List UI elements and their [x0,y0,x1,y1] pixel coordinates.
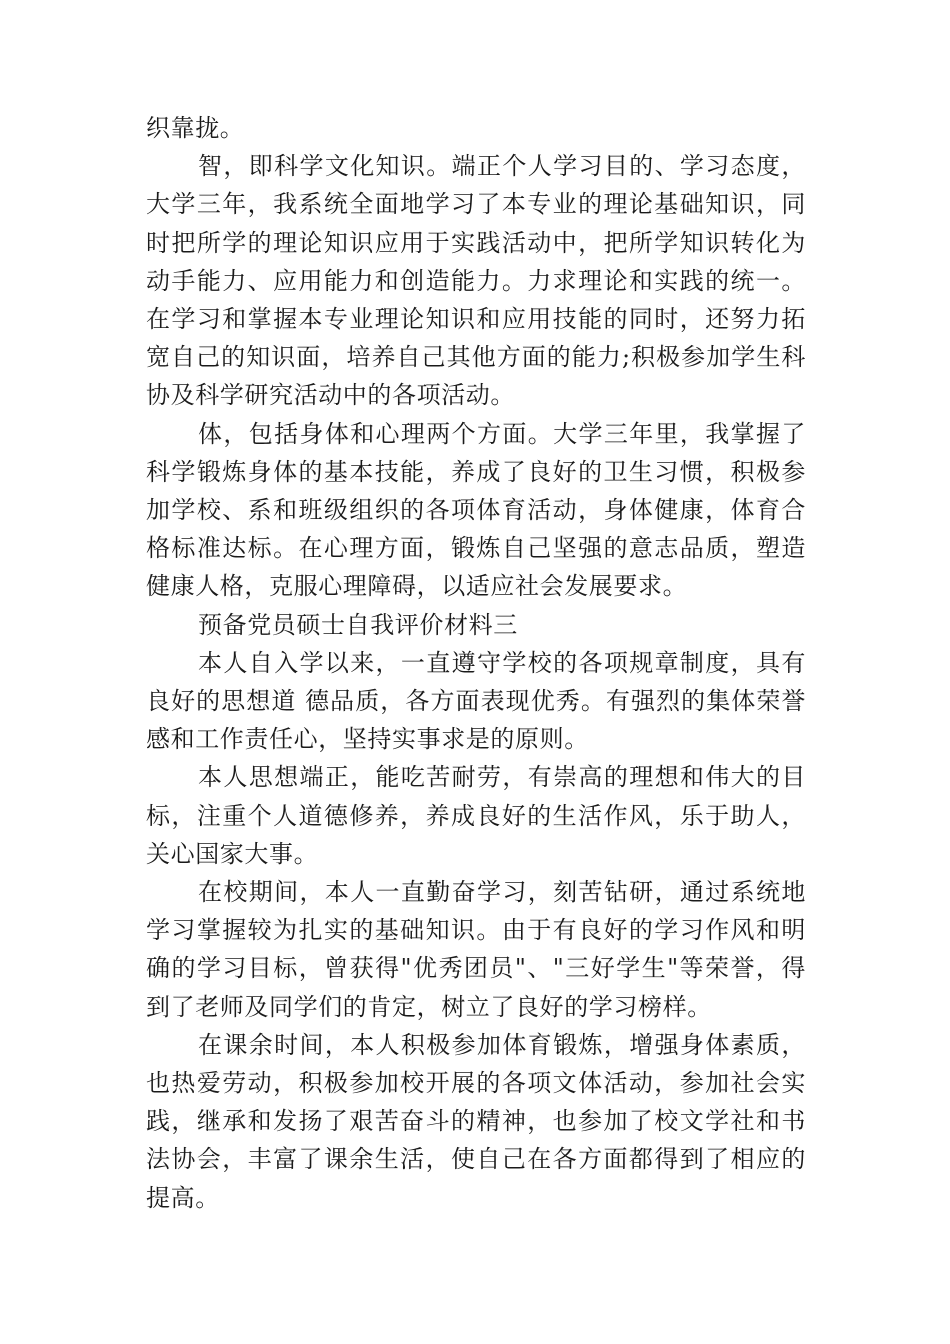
paragraph-extracurricular: 在课余时间，本人积极参加体育锻炼，增强身体素质，也热爱劳动，积极参加校开展的各项文体活动，参加社会实践，继承和发扬了艰苦奋斗的精神，也参加了校文学社和书法协会，丰富了课余生活，使自己在各方面都得到了相应的提高。 [146,1030,806,1212]
paragraph-conduct: 本人自入学以来，一直遵守学校的各项规章制度，具有良好的思想道 德品质，各方面表现优秀。有强烈的集体荣誉感和工作责任心，坚持实事求是的原则。 [146,648,806,754]
document-page [146,109,806,1217]
paragraph-thinking: 本人思想端正，能吃苦耐劳，有崇高的理想和伟大的目标，注重个人道德修养，养成良好的生活作风，乐于助人，关心国家大事。 [146,763,806,868]
section-heading: 预备党员硕士自我评价材料三 [198,610,518,639]
paragraph-intellect: 智，即科学文化知识。端正个人学习目的、学习态度，大学三年，我系统全面地学习了本专业的理论基础知识，同时把所学的理论知识应用于实践活动中，把所学知识转化为动手能力、应用能力和创造能力。力求理论和实践的统一。在学习和掌握本专业理论知识和应用技能的同时，还努力拓宽自己的知识面，培养自己其他方面的能力;积极参加学生科协及科学研究活动中的各项活动。 [146,152,806,410]
paragraph-physical: 体，包括身体和心理两个方面。大学三年里，我掌握了科学锻炼身体的基本技能，养成了良好的卫生习惯，积极参加学校、系和班级组织的各项体育活动，身体健康，体育合格标准达标。在心理方面，锻炼自己坚强的意志品质，塑造健康人格，克服心理障碍，以适应社会发展要求。 [146,419,806,601]
paragraph-study: 在校期间，本人一直勤奋学习，刻苦钻研，通过系统地学习掌握较为扎实的基础知识。由于有良好的学习作风和明确的学习目标，曾获得"优秀团员"、"三好学生"等荣誉，得到了老师及同学们的肯定，树立了良好的学习榜样。 [146,878,806,1021]
paragraph-continuation: 织靠拢。 [146,114,245,142]
